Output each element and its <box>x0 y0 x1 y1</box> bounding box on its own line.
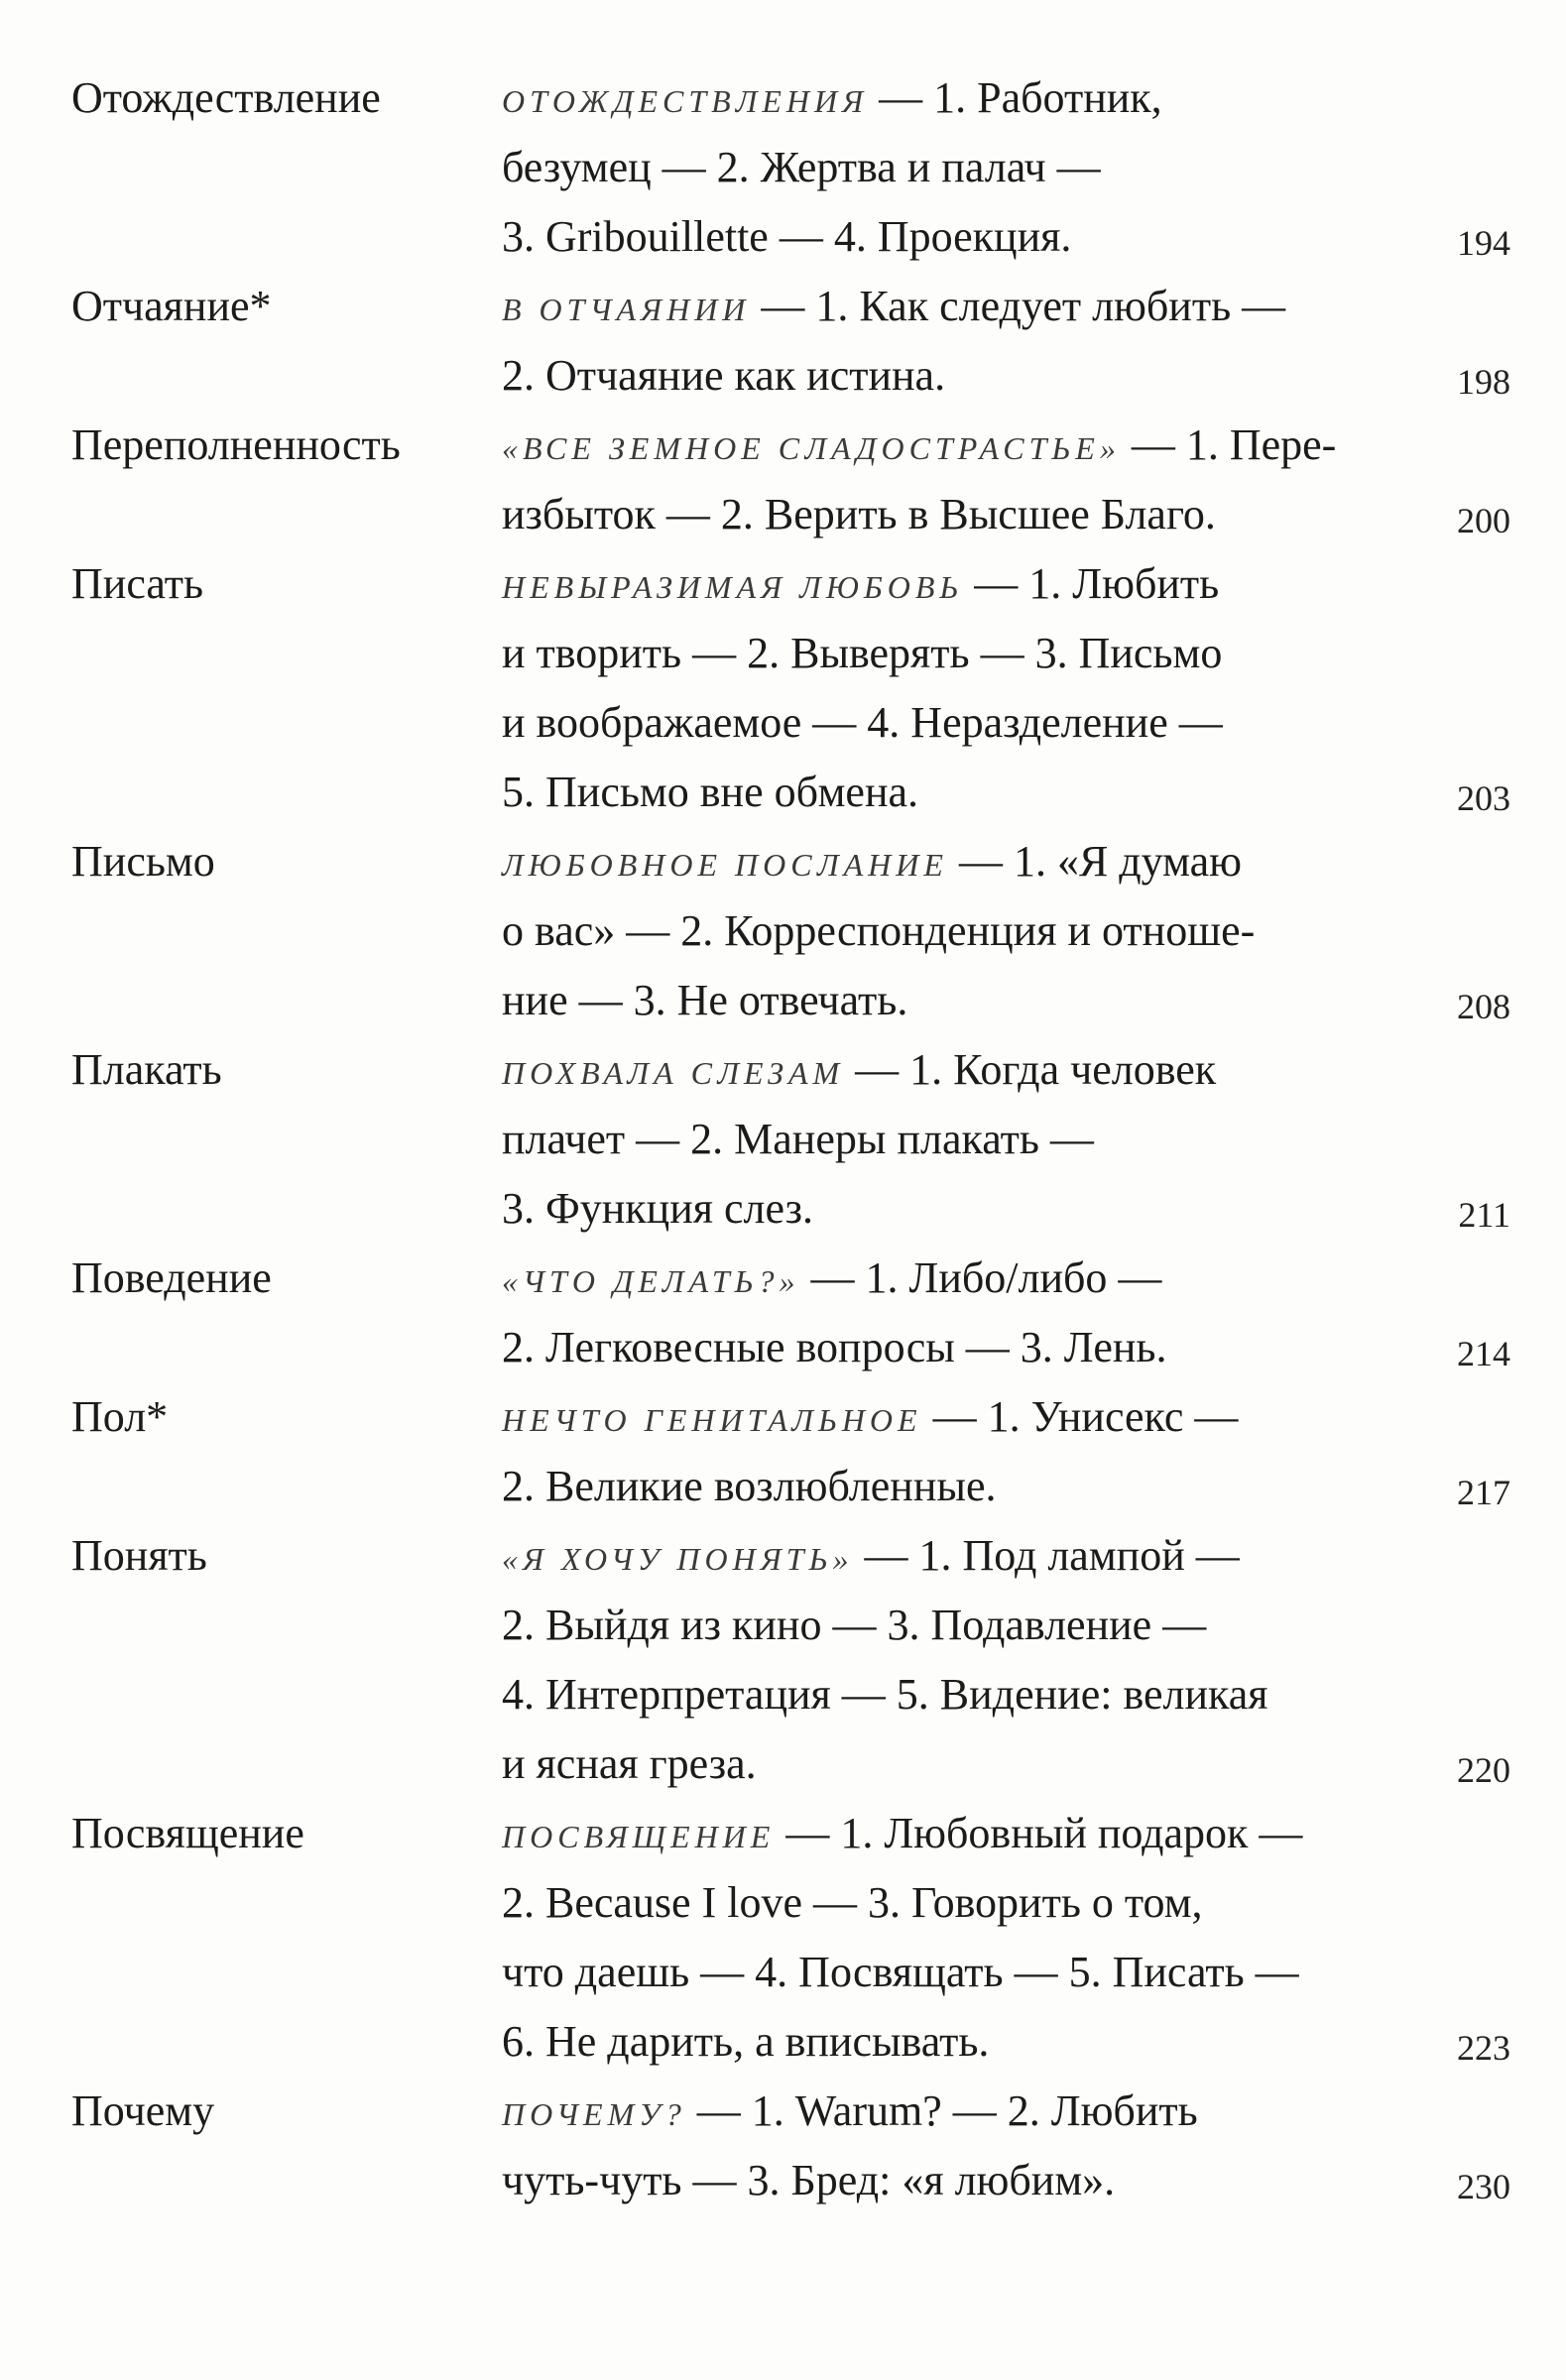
toc-heading: НЕВЫРАЗИМАЯ ЛЮБОВЬ <box>502 569 964 605</box>
toc-description-line <box>502 827 1494 896</box>
toc-description <box>502 272 1494 411</box>
toc-description <box>502 411 1494 549</box>
toc-description-line: плачет — 2. Манеры плакать — <box>502 1115 1094 1163</box>
toc-entry <box>0 282 1566 424</box>
toc-description-line: 6. Не дарить, а вписывать. <box>502 2017 990 2066</box>
toc-description-line <box>502 272 1494 341</box>
toc-page-number: 198 <box>1457 362 1510 402</box>
toc-entry <box>0 420 1566 563</box>
toc-page-number: 203 <box>1457 778 1510 818</box>
toc-heading: В ОТЧАЯНИИ <box>502 292 751 327</box>
toc-description <box>502 63 1494 272</box>
toc-heading: НЕЧТО ГЕНИТАЛЬНОЕ <box>502 1402 922 1438</box>
toc-description-line: 2. Великие возлюбленные. <box>502 1462 997 1510</box>
toc-description-line: 2. Отчаяние как истина. <box>502 351 946 400</box>
toc-heading: «ЧТО ДЕЛАТЬ?» <box>502 1263 800 1299</box>
toc-heading: «ВСЕ ЗЕМНОЕ СЛАДОСТРАСТЬЕ» <box>502 430 1121 466</box>
toc-entry <box>0 1531 1566 1813</box>
toc-description-line: 2. Выйдя из кино — 3. Подавление — <box>502 1601 1207 1649</box>
toc-heading: ПОЧЕМУ? <box>502 2096 686 2132</box>
toc-description-line <box>502 549 1494 619</box>
toc-description <box>502 827 1494 1035</box>
toc-line-text: — 1. Любовный подарок — <box>775 1809 1303 1857</box>
toc-term: Посвящение <box>71 1809 304 1857</box>
toc-entry <box>0 1253 1566 1396</box>
toc-description-line: о вас» — 2. Корреспонденция и отноше- <box>502 906 1256 955</box>
toc-description-line: ние — 3. Не отвечать. <box>502 976 908 1024</box>
toc-description-line <box>502 2077 1494 2146</box>
toc-line-text: — 1. Унисекс — <box>921 1392 1239 1441</box>
toc-description-line: 5. Письмо вне обмена. <box>502 768 919 816</box>
toc-description-line: 3. Функция слез. <box>502 1184 813 1233</box>
toc-description-line: 3. Gribouillette — 4. Проекция. <box>502 212 1072 261</box>
toc-line-text: — 1. Любить <box>963 559 1220 608</box>
toc-description-line <box>502 1799 1494 1868</box>
toc-heading: ПОСВЯЩЕНИЕ <box>502 1819 776 1854</box>
toc-entry <box>0 837 1566 1049</box>
toc-heading: ПОХВАЛА СЛЕЗАМ <box>502 1055 845 1091</box>
toc-page-number: 194 <box>1457 223 1510 263</box>
toc-page-number: 200 <box>1457 501 1510 540</box>
toc-term: Отождествление <box>71 73 381 122</box>
toc-line-text: — 1. Пере- <box>1120 420 1337 469</box>
toc-description-line: 2. Because I love — 3. Говорить о том, <box>502 1878 1203 1927</box>
toc-entry <box>0 1045 1566 1257</box>
toc-description-line: 4. Интерпретация — 5. Видение: великая <box>502 1670 1268 1719</box>
toc-page-number: 223 <box>1457 2028 1510 2068</box>
toc-description <box>502 1799 1494 2077</box>
toc-description-line: и воображаемое — 4. Неразделение — <box>502 698 1223 747</box>
toc-term: Пол* <box>71 1392 169 1441</box>
toc-description-line <box>502 1244 1494 1313</box>
toc-page-number: 211 <box>1458 1195 1510 1235</box>
toc-page-number: 208 <box>1457 987 1510 1026</box>
toc-description-line: избыток — 2. Верить в Высшее Благо. <box>502 490 1216 538</box>
toc-description-line: безумец — 2. Жертва и палач — <box>502 143 1101 191</box>
toc-heading: ОТОЖДЕСТВЛЕНИЯ <box>502 83 869 119</box>
toc-term: Письмо <box>71 837 215 886</box>
toc-description-line: и творить — 2. Выверять — 3. Письмо <box>502 629 1223 677</box>
toc-description-line: чуть-чуть — 3. Бред: «я любим». <box>502 2156 1116 2204</box>
toc-description-line: что даешь — 4. Посвящать — 5. Писать — <box>502 1948 1299 1996</box>
toc-term: Отчаяние* <box>71 282 272 330</box>
toc-term: Плакать <box>71 1045 222 1094</box>
toc-description-line <box>502 1382 1494 1452</box>
toc-page-number: 217 <box>1457 1473 1510 1512</box>
toc-entry <box>0 559 1566 841</box>
toc-term: Понять <box>71 1531 207 1580</box>
toc-line-text: — 1. Работник, <box>868 73 1162 122</box>
toc-description-line <box>502 411 1494 480</box>
toc-description-line <box>502 63 1494 133</box>
toc-term: Писать <box>71 559 204 608</box>
toc-page-number: 214 <box>1457 1334 1510 1373</box>
toc-description-line <box>502 1035 1494 1105</box>
toc-entry <box>0 1392 1566 1535</box>
toc-description-line: и ясная греза. <box>502 1739 757 1788</box>
toc-heading: ЛЮБОВНОЕ ПОСЛАНИЕ <box>502 847 948 883</box>
toc-line-text: — 1. Либо/либо — <box>799 1253 1162 1302</box>
toc-line-text: — 1. Под лампой — <box>853 1531 1240 1580</box>
toc-term: Почему <box>71 2086 215 2135</box>
toc-page-number: 230 <box>1457 2167 1510 2206</box>
toc-description <box>502 1521 1494 1799</box>
toc-entry <box>0 1809 1566 2090</box>
toc-description <box>502 1382 1494 1521</box>
toc-heading: «Я ХОЧУ ПОНЯТЬ» <box>502 1541 854 1577</box>
toc-description <box>502 2077 1494 2215</box>
toc-term: Переполненность <box>71 420 401 469</box>
toc-entry <box>0 73 1566 286</box>
toc-term: Поведение <box>71 1253 272 1302</box>
toc-line-text: — 1. «Я думаю <box>947 837 1243 886</box>
toc-description-line: 2. Легковесные вопросы — 3. Лень. <box>502 1323 1167 1371</box>
toc-line-text: — 1. Когда человек <box>844 1045 1217 1094</box>
toc-description <box>502 1244 1494 1382</box>
toc-line-text: — 1. Warum? — 2. Любить <box>685 2086 1198 2135</box>
toc-description-line <box>502 1521 1494 1591</box>
toc-page-number: 220 <box>1457 1750 1510 1790</box>
toc-entry <box>0 2086 1566 2229</box>
toc-description <box>502 1035 1494 1244</box>
toc-line-text: — 1. Как следует любить — <box>750 282 1286 330</box>
toc-description <box>502 549 1494 827</box>
